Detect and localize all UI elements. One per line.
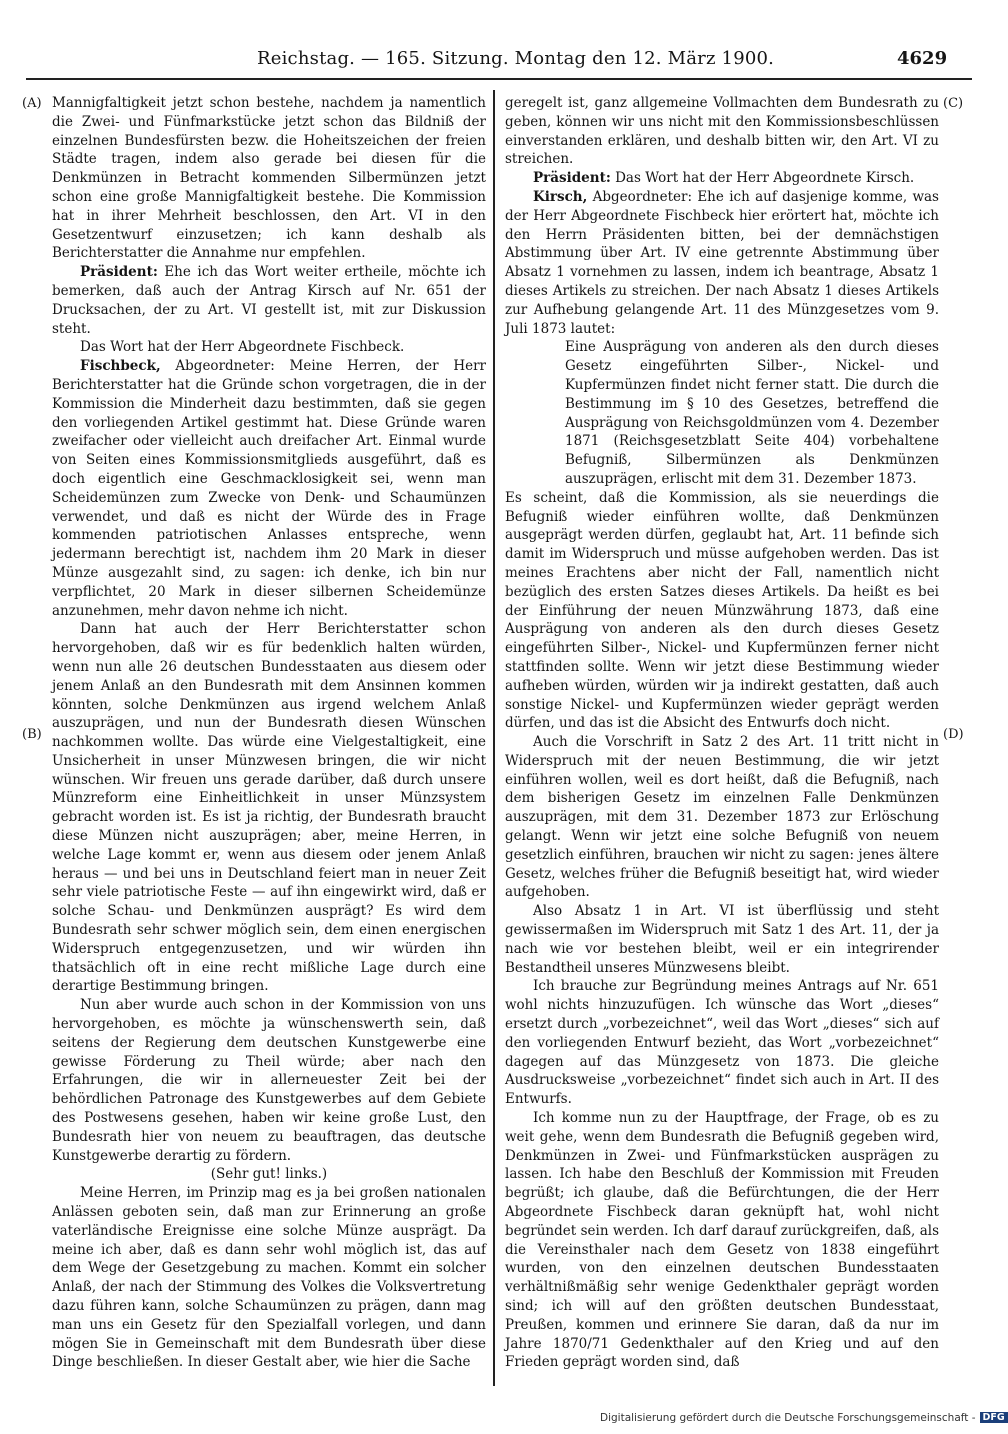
paragraph — [52, 996, 486, 1165]
speaker-name: Präsident: — [80, 264, 158, 281]
margin-marker-b: (B) — [22, 727, 42, 742]
margin-marker-a: (A) — [22, 96, 42, 111]
speaker-name: Fischbeck, — [80, 358, 161, 375]
paragraph-text: Ich brauche zur Begründung meines Antrags auf Nr. 651 wohl nichts hinzuzufügen. Ich wünsche das Wort „dieses“ ersetzt durch „vorbezeichnet“, weil das Wort „dieses“ sich auf den vorliegenden Entwurf bezieht, das Wort „vorbezeichnet“ dagegen auf das Münzgesetz von 1873. Die gleiche Ausdrucksweise „vorbezeichnet“ findet sich auch in Art. II des Entwurfs. — [505, 978, 939, 1108]
paragraph-text: Also Absatz 1 in Art. VI ist überflüssig und steht gewissermaßen im Widerspruch mit Satz 1 des Art. 11, der ja nach wie vor bestehen bleibt, weil er ein integrirender Bestandtheil unseres Münzwesens bleibt. — [505, 903, 939, 976]
paragraph — [52, 94, 486, 263]
column-divider — [493, 90, 495, 1386]
running-title: Reichstag. — 165. Sitzung. Montag den 12. März 1900. — [257, 48, 775, 69]
digitization-credit — [600, 1412, 1005, 1428]
paragraph — [505, 1109, 939, 1372]
paragraph — [52, 338, 486, 357]
speaker-name: Kirsch, — [533, 188, 588, 205]
paragraph-text: Auch die Vorschrift in Satz 2 des Art. 11 tritt nicht in Widerspruch mit der neuen Bestimmung, die wir jetzt einführen wollen, weil es dort heißt, daß die Befugniß, nach dem bisherigen Gesetz im einzelnen Falle Denkmünzen auszuprägen, mit dem 31. Dezember 1873 zur Erlöschung gelangt. Wenn wir jetzt eine solche Befugniß von neuem gesetzlich einführen, brauchen wir nicht zu sagen: jenes ältere Gesetz, welches früher die Befugniß beseitigt hat, wird wieder aufgehoben. — [505, 734, 939, 901]
paragraph — [52, 263, 486, 338]
paragraph-text: Es scheint, daß die Kommission, als sie neuerdings die Befugniß wieder einführen wollte, daß Denkmünzen ausgeprägt werden dürfen, geglaubt hat, Art. 11 befinde sich damit im Widerspruch und müsse aufgehoben werden. Das ist meines Erachtens aber nicht der Fall, namentlich nicht bezüglich des ersten Satzes dieses Artikels. Da heißt es bei der Einführung der neuen Münzwährung 1873, daß eine Ausprägung von anderen als den durch dieses Gesetz eingeführten Silber-, Nickel- und Kupfermünzen ferner nicht stattfinden sollte. Wenn wir jetzt diese Bestimmung wieder aufheben würden, würden wir ja indirekt gestatten, daß auch sonstige Nickel- und Kupfermünzen wieder geprägt werden dürfen, und das ist die Absicht des Entwurfs doch nicht. — [505, 489, 939, 732]
paragraph — [52, 620, 486, 996]
paragraph-text: Eine Ausprägung von anderen als den durch dieses Gesetz eingeführten Silber-, Nickel- und Kupfermünzen findet nicht ferner statt. Die durch die Bestimmung im § 10 des Gesetzes, betreffend die Ausprägung von Reichsgoldmünzen vom 4. Dezember 1871 (Reichsgesetzblatt Seite 404) vorbehaltene Befugniß, Silbermünzen als Denkmünzen auszuprägen, erlischt mit dem 31. Dezember 1873. — [565, 339, 939, 487]
dfg-logo: DFG — [980, 1412, 1008, 1423]
margin-marker-c: (C) — [943, 96, 964, 111]
paragraph — [505, 977, 939, 1109]
paragraph — [52, 1165, 486, 1184]
paragraph-text: Abgeordneter: Meine Herren, der Herr Berichterstatter hat die Gründe schon vorgetragen, die in der Kommission die Minderheit dazu bestimmten, daß sie gegen den vorliegenden Artikel gestimmt hat. Diese Gründe waren zweifacher oder vielleicht auch dreifacher Art. Einmal wurde von Seiten eines Kommissionsmitglieds ausgeführt, daß es doch eigentlich eine Geschmacklosigkeit sei, wenn man Scheidemünzen zum Zwecke von Denk- und Schaumünzen verwendet, und daß es nicht der Würde des in Frage kommenden patriotischen Anlasses entspreche, wenn jedermann berechtigt ist, nachdem ihm 20 Mark in dieser Münze ausgezahlt sind, zu sagen: ich denke, ich bin nur verpflichtet, 20 Mark in dieser silbernen Scheidemünze anzunehmen, mehr davon nehme ich nicht. — [52, 358, 486, 619]
paragraph-text: Ich komme nun zu der Hauptfrage, der Frage, ob es zu weit gehe, wenn dem Bundesrath die Befugniß gegeben wird, Denkmünzen in Zwei- und Fünfmarkstücken ausprägen zu lassen. Ich habe den Beschluß der Kommission mit Freuden begrüßt; ich glaube, daß die Befürchtungen, die der Herr Abgeordnete Fischbeck daran geknüpft hat, wohl nicht begründet sein werden. Ich darf darauf zurückgreifen, daß, als die Vereinsthaler nach dem Gesetz von 1838 eingeführt wurden, von den einzelnen deutschen Bundesstaaten verhältnißmäßig sehr wenige Gedenkthaler geprägt worden sind; ich will auf den größten deutschen Bundesstaat, Preußen, kommen und erinnere Sie daran, daß da nur im Jahre 1870/71 Gedenkthaler auf den Krieg und auf den Frieden geprägt worden sind, daß — [505, 1110, 939, 1371]
speaker-name: Präsident: — [533, 170, 611, 187]
paragraph — [52, 357, 486, 620]
running-header — [0, 44, 1000, 74]
paragraph-text: Meine Herren, im Prinzip mag es ja bei großen nationalen Anlässen geboten sein, daß man zur Erinnerung an große vaterländische Ereignisse eine solche Münze ausprägt. Da meine ich aber, daß es dann sehr wohl möglich ist, das auf dem Wege der Gesetzgebung zu machen. Kommt ein solcher Anlaß, der nach der Stimmung des Volkes die Volksvertretung dazu führen kann, solche Schaumünzen zu prägen, dann mag man uns ein Gesetz für den Spezialfall vorlegen, und dann mögen Sie in Gemeinschaft mit dem Bundesrath über diese Dinge beschließen. In dieser Gestalt aber, wie hier die Sache — [52, 1185, 486, 1371]
paragraph-text: Mannigfaltigkeit jetzt schon bestehe, nachdem ja namentlich die Zwei- und Fünfmarkstücke jetzt schon das Bildniß der einzelnen Bundesfürsten bezw. die Hoheitszeichen der freien Städte tragen, indem also gerade bei diesen für die Denkmünzen in Betracht kommenden Silbermünzen jetzt schon eine große Mannigfaltigkeit bestehe. Die Kommission hat in ihrer Mehrheit beschlossen, den Art. VI in den Gesetzentwurf einzusetzen; ich kann deshalb als Berichterstatter die Annahme nur empfehlen. — [52, 95, 486, 262]
margin-marker-d: (D) — [943, 727, 964, 742]
paragraph — [505, 902, 939, 977]
paragraph-text: geregelt ist, ganz allgemeine Vollmachten dem Bundesrath zu geben, können wir uns nicht mit den Kommissionsbeschlüssen einverstanden erklären, und deshalb bitten wir, den Art. VI zu streichen. — [505, 95, 939, 168]
paragraph-text: Das Wort hat der Herr Abgeordnete Kirsch. — [610, 170, 915, 187]
paragraph-text: Ehe ich das Wort weiter ertheile, möchte ich bemerken, daß auch der Antrag Kirsch auf Nr. 651 der Drucksachen, der zu Art. VI gestellt ist, mit zur Diskussion steht. — [52, 264, 486, 337]
paragraph — [52, 1184, 486, 1372]
paragraph-text: Abgeordneter: Ehe ich auf dasjenige komme, was der Herr Abgeordnete Fischbeck hier erörtert hat, möchte ich den Herrn Präsidenten bitten, bei der demnächstigen Abstimmung über Art. IV eine getrennte Abstimmung über Absatz 1 vornehmen zu lassen, indem ich beantrage, Absatz 1 dieses Artikels zu streichen. Der nach Absatz 1 dieses Artikels zur Aufhebung gelangende Art. 11 des Münzgesetzes vom 9. Juli 1873 lautet: — [505, 188, 939, 337]
right-text-column — [505, 94, 939, 1386]
paragraph — [505, 94, 939, 169]
page-number: 4629 — [897, 48, 948, 69]
paragraph — [505, 489, 939, 733]
paragraph — [505, 733, 939, 902]
paragraph — [505, 188, 939, 338]
left-text-column — [52, 94, 486, 1386]
header-rule — [26, 78, 972, 80]
paragraph-text: Dann hat auch der Herr Berichterstatter schon hervorgehoben, daß wir es für bedenklich halten würden, wenn nun alle 26 deutschen Bundesstaaten aus diesem oder jenem Anlaß an den Bundesrath mit dem Ansinnen kommen könnten, solche Denkmünzen aus irgend welchem Anlaß auszuprägen, und nun der Bundesrath diesen Wünschen nachkommen wollte. Das würde eine Vielgestaltigkeit, eine Unsicherheit in unser Münzwesen bringen, die wir nicht wünschen. Wir freuen uns gerade darüber, daß durch unsere Münzreform eine Einheitlichkeit in unser Münzsystem gebracht worden ist. Es ist ja richtig, der Bundesrath braucht diese Münzen nicht auszuprägen; aber, meine Herren, in welche Lage kommt er, wenn aus diesem oder jenem Anlaß heraus — und bei uns in Deutschland feiert man in neuer Zeit sehr viele patriotische Feste — auf ihn eingewirkt wird, daß er solche Schau- und Denkmünzen ausprägt? Es wird dem Bundesrath sehr schwer möglich sein, dem einen energischen Widerspruch entgegenzusetzen, und wir würden ihn thatsächlich oft in eine recht mißliche Lage durch eine derartige Bestimmung bringen. — [52, 621, 486, 995]
paragraph-text: Das Wort hat der Herr Abgeordnete Fischbeck. — [80, 339, 405, 356]
credit-text: Digitalisierung gefördert durch die Deutsche Forschungsgemeinschaft - — [600, 1412, 976, 1424]
paragraph — [565, 338, 939, 488]
paragraph — [505, 169, 939, 188]
paragraph-text: (Sehr gut! links.) — [210, 1166, 328, 1183]
paragraph-text: Nun aber wurde auch schon in der Kommission von uns hervorgehoben, es möchte ja wünschenswerth sein, daß seitens der Regierung dem deutschen Kunstgewerbe eine gewisse Förderung zu Theil würde; aber nach den Erfahrungen, die wir in allerneuester Zeit bei der behördlichen Patronage des Kunstgewerbes auf dem Gebiete des Postwesens gesehen, haben wir keine große Lust, den Bundesrath hier von neuem zu beauftragen, das deutsche Kunstgewerbe derartig zu fördern. — [52, 997, 486, 1164]
